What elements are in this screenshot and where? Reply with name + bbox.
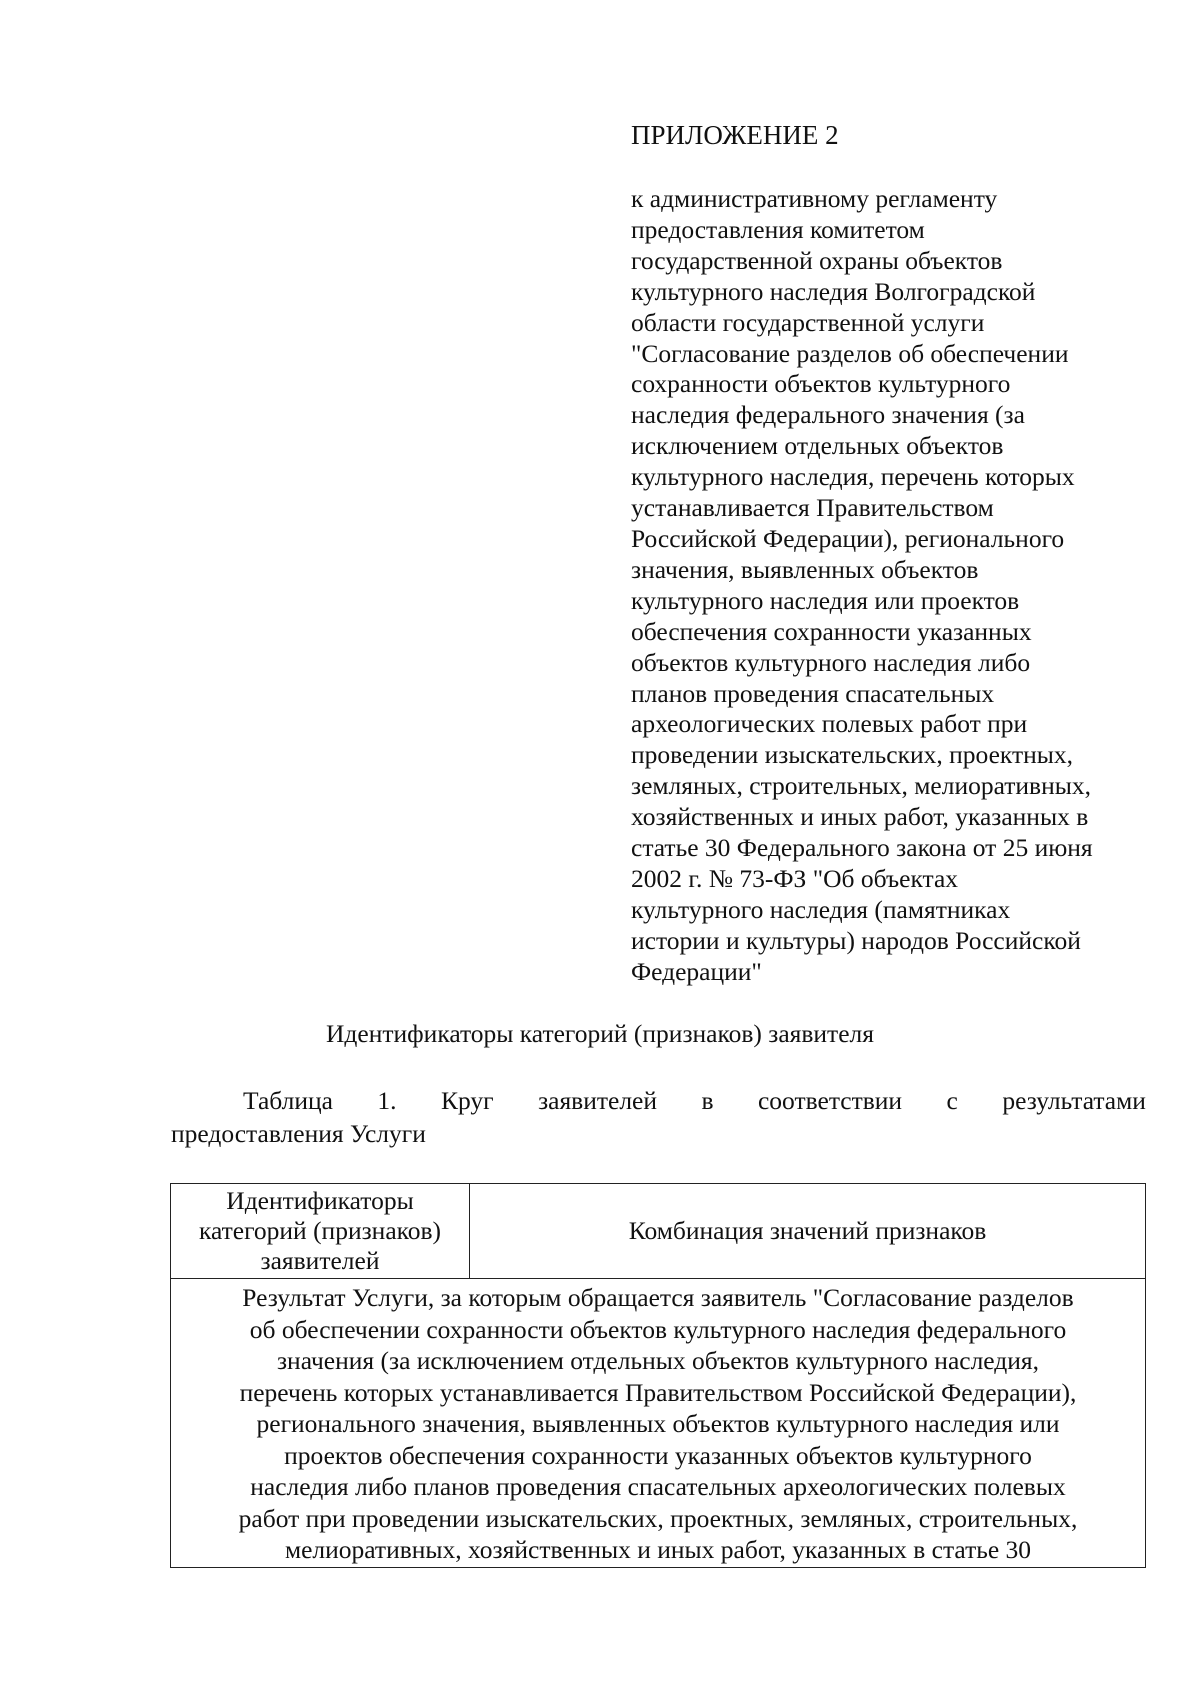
appendix-line: "Согласование разделов об обеспечении xyxy=(631,338,1069,368)
section-heading: Идентификаторы категорий (признаков) заявителя xyxy=(326,1019,874,1048)
appendix-line: значения, выявленных объектов xyxy=(631,554,979,584)
appendix-line: археологических полевых работ при xyxy=(631,709,1028,739)
caption-word: с xyxy=(946,1086,958,1115)
caption-word: результатами xyxy=(1002,1086,1146,1115)
appendix-line: культурного наследия, перечень которых xyxy=(631,462,1075,492)
table-row xyxy=(171,1279,1146,1568)
result-line: регионального значения, выявленных объектов культурного наследия или xyxy=(256,1409,1060,1438)
result-line: мелиоративных, хозяйственных и иных работ, указанных в статье 30 xyxy=(284,1535,1032,1564)
appendix-line: 2002 г. № 73-ФЗ "Об объектах xyxy=(631,863,959,893)
appendix-line: наследия федерального значения (за xyxy=(631,400,1025,430)
appendix-line: устанавливается Правительством xyxy=(631,493,994,523)
appendix-line: культурного наследия (памятниках xyxy=(631,894,1011,924)
caption-word: заявителей xyxy=(538,1086,658,1115)
result-description-cell xyxy=(171,1279,1146,1568)
header-line: Идентификаторы xyxy=(226,1186,414,1215)
appendix-line: области государственной услуги xyxy=(631,307,985,337)
appendix-line: культурного наследия или проектов xyxy=(631,585,1020,615)
caption-word: Круг xyxy=(440,1086,494,1115)
header-combination-cell: Комбинация значений признаков xyxy=(470,1184,1146,1279)
appendix-line: статье 30 Федерального закона от 25 июня xyxy=(631,833,1093,863)
appendix-title: ПРИЛОЖЕНИЕ 2 xyxy=(631,120,839,150)
appendix-line: Федерации" xyxy=(631,956,762,986)
table-caption-line2: предоставления Услуги xyxy=(171,1119,426,1148)
table-caption-line1 xyxy=(243,1085,1146,1117)
caption-word: соответствии xyxy=(757,1086,903,1115)
appendix-line: исключением отдельных объектов xyxy=(631,431,1004,461)
result-line: перечень которых устанавливается Правительством Российской Федерации), xyxy=(239,1377,1077,1407)
appendix-line: истории и культуры) народов Российской xyxy=(631,925,1081,955)
appendix-line: проведении изыскательских, проектных, xyxy=(631,740,1074,770)
header-line: заявителей xyxy=(260,1246,380,1275)
appendix-line: государственной охраны объектов xyxy=(631,245,1003,275)
appendix-line: планов проведения спасательных xyxy=(631,678,995,708)
appendix-line: обеспечения сохранности указанных xyxy=(631,616,1032,646)
table-header-row xyxy=(171,1184,1146,1279)
appendix-text xyxy=(631,184,1191,988)
appendix-line: Российской Федерации), регионального xyxy=(631,523,1065,553)
appendix-line: культурного наследия Волгоградской xyxy=(631,276,1036,306)
result-line: об обеспечении сохранности объектов культурного наследия федерального xyxy=(249,1314,1067,1344)
caption-word: Таблица xyxy=(243,1086,333,1115)
result-line: Результат Услуги, за которым обращается заявитель "Согласование разделов xyxy=(242,1283,1074,1312)
result-line: работ при проведении изыскательских, проектных, земляных, строительных, xyxy=(238,1503,1078,1533)
result-line: проектов обеспечения сохранности указанных объектов культурного xyxy=(284,1440,1032,1470)
appendix-line: объектов культурного наследия либо xyxy=(631,647,1031,677)
appendix-line: сохранности объектов культурного xyxy=(631,369,1011,399)
appendix-line: предоставления комитетом xyxy=(631,214,925,244)
caption-word: 1. xyxy=(377,1086,397,1115)
appendix-line: земляных, строительных, мелиоративных, xyxy=(631,771,1091,801)
caption-word: в xyxy=(701,1086,714,1115)
appendix-line: хозяйственных и иных работ, указанных в xyxy=(631,802,1089,832)
applicant-categories-table xyxy=(170,1183,1146,1568)
result-line: наследия либо планов проведения спасательных археологических полевых xyxy=(250,1472,1066,1501)
result-line: значения (за исключением отдельных объектов культурного наследия, xyxy=(276,1346,1040,1375)
appendix-line: к административному регламенту xyxy=(631,184,998,213)
header-line: категорий (признаков) xyxy=(198,1216,442,1245)
header-identifiers-cell xyxy=(171,1184,470,1279)
